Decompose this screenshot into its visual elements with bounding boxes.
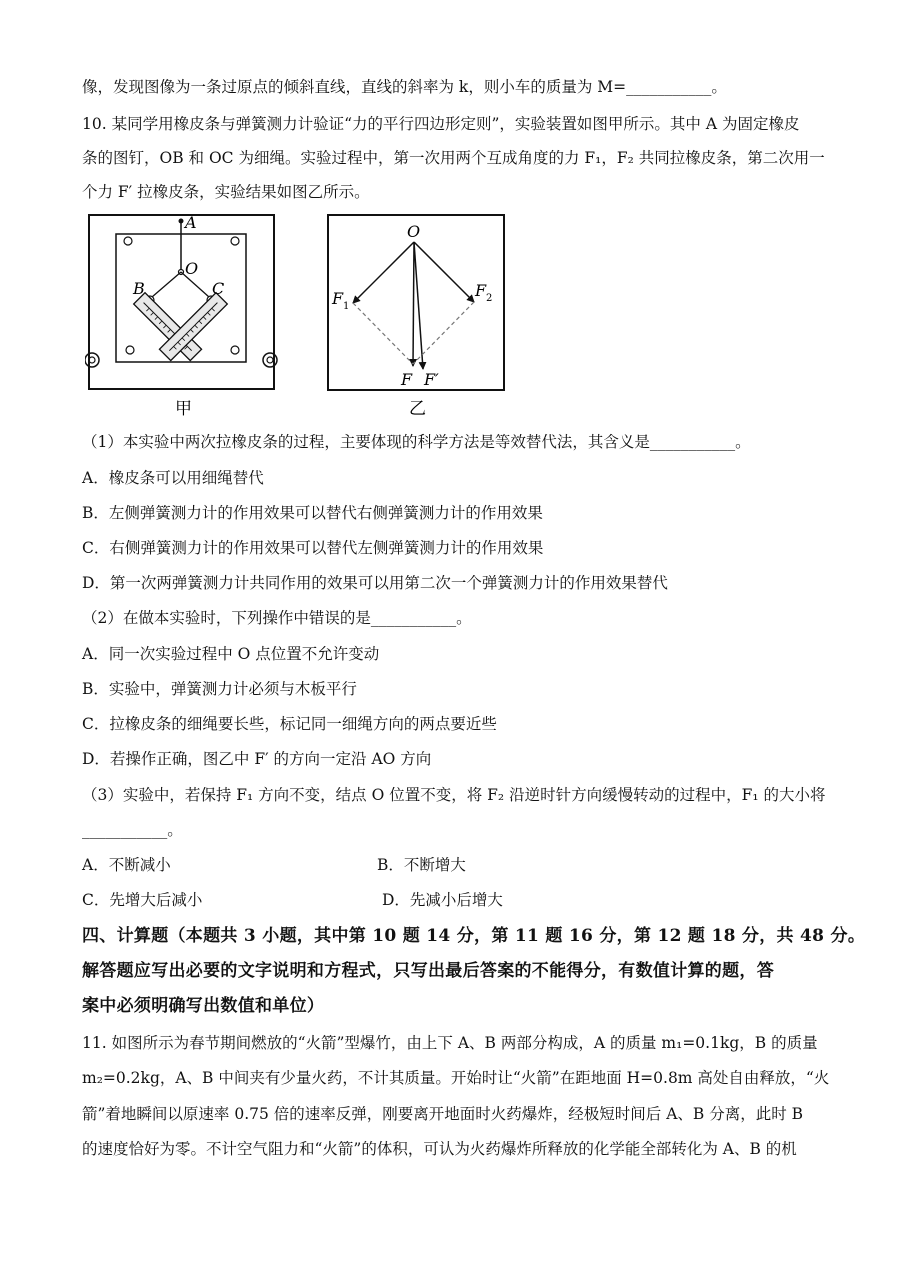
option-C: C．拉橡皮条的细绳要长些，标记同一细绳方向的两点要近些 — [82, 715, 497, 733]
label-A: A — [185, 213, 197, 232]
label-O: O — [407, 222, 421, 241]
option-A: A．同一次实验过程中 O 点位置不允许变动 — [82, 645, 380, 663]
subquestion-2: （2）在做本实验时，下列操作中错误的是___________。 — [82, 609, 472, 627]
label-F2: F — [475, 281, 487, 300]
question-10-stem: 10. 某同学用橡皮条与弹簧测力计验证“力的平行四边形定则”，实验装置如图甲所示。其中 A 为固定橡皮 — [82, 115, 800, 133]
option-B: B．左侧弹簧测力计的作用效果可以替代右侧弹簧测力计的作用效果 — [82, 504, 543, 522]
section-heading: 解答题应写出必要的文字说明和方程式，只写出最后答案的不能得分，有数值计算的题，答 — [82, 961, 774, 981]
label-F2-sub: 2 — [486, 293, 493, 304]
figure-jia — [85, 212, 280, 422]
option-B: B．不断增大 — [377, 856, 466, 874]
section-heading: 四、计算题（本题共 3 小题，其中第 10 题 14 分，第 11 题 16 分，第 12 题 18 分，共 48 分。 — [82, 926, 866, 946]
text-line: 个力 F′ 拉橡皮条，实验结果如图乙所示。 — [82, 183, 370, 201]
figure-yi — [327, 212, 507, 422]
text-line: 条的图钉，OB 和 OC 为细绳。实验过程中，第一次用两个互成角度的力 F₁，F₂ 共同拉橡皮条，第二次用一 — [82, 149, 825, 167]
answer-blank: ___________。 — [82, 821, 183, 839]
label-F1: F — [332, 289, 344, 308]
text-line: 箭”着地瞬间以原速率 0.75 倍的速率反弹，刚要离开地面时火药爆炸，经极短时间后 A、B 分离，此时 B — [82, 1105, 804, 1123]
subquestion-1: （1）本实验中两次拉橡皮条的过程，主要体现的科学方法是等效替代法，其含义是___________。 — [82, 433, 751, 451]
caption-yi: 乙 — [409, 399, 426, 419]
option-D: D．第一次两弹簧测力计共同作用的效果可以用第二次一个弹簧测力计的作用效果替代 — [82, 574, 668, 592]
label-O: O — [185, 259, 199, 278]
option-C: C．先增大后减小 — [82, 891, 203, 909]
option-D: D．若操作正确，图乙中 F′ 的方向一定沿 AO 方向 — [82, 750, 432, 768]
label-F-prime: F′ — [424, 370, 439, 389]
text-line: m₂=0.2kg，A、B 中间夹有少量火药，不计其质量。开始时让“火箭”在距地面 H=0.8m 高处自由释放，“火 — [82, 1069, 830, 1087]
option-A: A．橡皮条可以用细绳替代 — [82, 469, 264, 487]
label-C: C — [212, 279, 225, 298]
text-line: 的速度恰好为零。不计空气阻力和“火箭”的体积，可认为火药爆炸所释放的化学能全部转化为 A、B 的机 — [82, 1140, 797, 1158]
label-F1-sub: 1 — [343, 301, 350, 312]
option-B: B．实验中，弹簧测力计必须与木板平行 — [82, 680, 357, 698]
caption-jia: 甲 — [175, 399, 192, 419]
subquestion-3: （3）实验中，若保持 F₁ 方向不变，结点 O 位置不变，将 F₂ 沿逆时针方向缓慢转动的过程中，F₁ 的大小将 — [82, 786, 826, 804]
section-heading: 案中必须明确写出数值和单位） — [82, 996, 325, 1016]
question-11-stem: 11. 如图所示为春节期间燃放的“火箭”型爆竹，由上下 A、B 两部分构成，A 的质量 m₁=0.1kg，B 的质量 — [82, 1034, 818, 1052]
option-C: C．右侧弹簧测力计的作用效果可以替代左侧弹簧测力计的作用效果 — [82, 539, 544, 557]
label-B: B — [133, 279, 145, 298]
option-D: D．先减小后增大 — [382, 891, 503, 909]
text-line: 像，发现图像为一条过原点的倾斜直线，直线的斜率为 k，则小车的质量为 M=___________。 — [82, 78, 727, 96]
label-F: F — [401, 370, 413, 389]
option-A: A．不断减小 — [82, 856, 171, 874]
